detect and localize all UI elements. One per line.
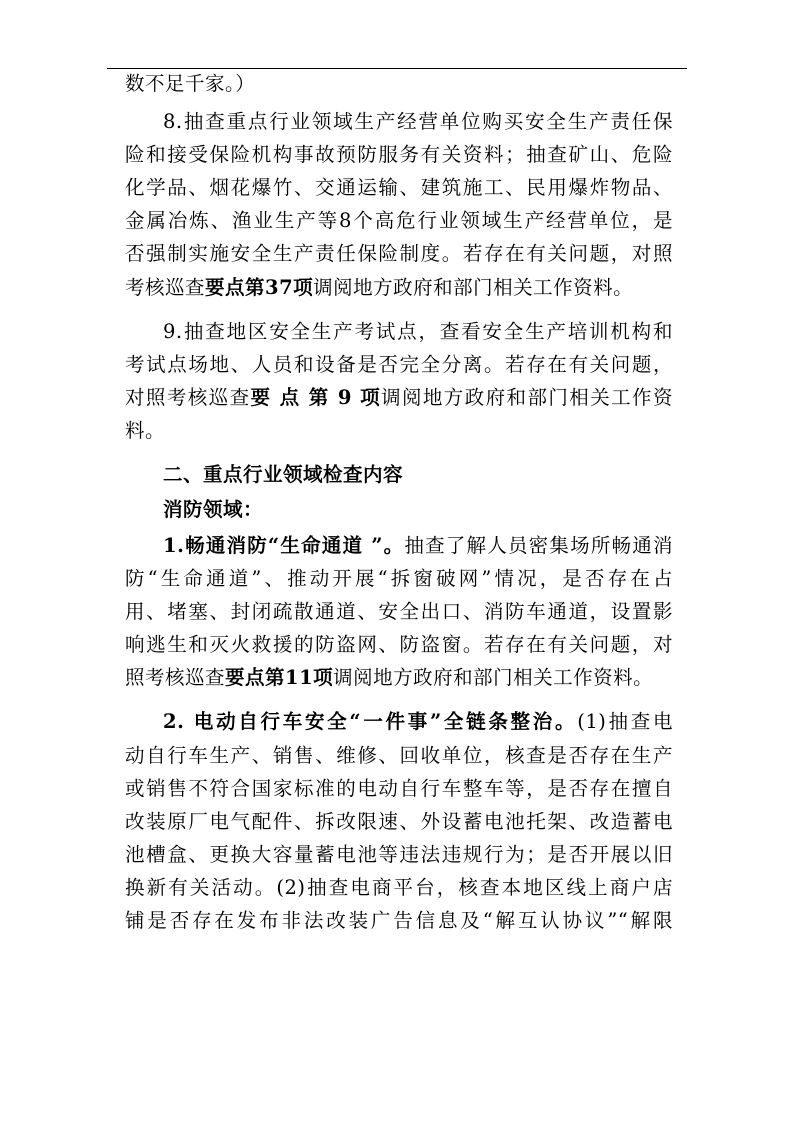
text-span: 调阅地方政府和部门相关工作资 [381, 386, 673, 409]
item-8-line: 金属冶炼、渔业生产等8个高危行业领域生产经营单位，是 [125, 209, 673, 232]
fire-item-1-line: 防“生命通道”、推动开展“拆窗破网”情况，是否存在占 [125, 567, 673, 590]
item-8-line [125, 272, 673, 304]
fire-item-1-line: 用、堵塞、封闭疏散通道、安全出口、消防车通道，设置影 [125, 600, 673, 623]
text-line: 数不足千家。） [125, 72, 256, 95]
fire-item-2-line [163, 706, 673, 738]
fire-item-2-line: 改装原厂电气配件、拆改限速、外设蓄电池托架、改造蓄电 [125, 810, 673, 833]
text-span: 抽查了解人员密集场所畅通消 [404, 534, 673, 557]
fire-item-2-line: 或销售不符合国家标准的电动自行车整车等，是否存在擅自 [125, 777, 673, 800]
item-title: 2. 电动自行车安全“一件事”全链条整治。 [163, 710, 578, 733]
fire-item-2-line: 铺是否存在发布非法改装广告信息及“解互认协议”“解限 [125, 909, 673, 932]
fire-item-2-line: 动自行车生产、销售、维修、回收单位，核查是否存在生产 [125, 744, 673, 767]
fire-item-1-line [125, 662, 673, 694]
item-8-line: 8.抽查重点行业领域生产经营单位购买安全生产责任保 [163, 110, 673, 133]
item-9-line: 料。 [125, 419, 166, 442]
fire-item-1-line [163, 530, 673, 562]
key-point-ref: 要点第37项 [205, 276, 314, 299]
item-9-line [125, 382, 673, 414]
text-span: 调阅地方政府和部门相关工作资料。 [333, 666, 654, 689]
key-point-ref: 要点第11项 [225, 666, 334, 689]
fire-item-2-line: 池槽盒、更换大容量蓄电池等违法违规行为；是否开展以旧 [125, 843, 673, 866]
text-span: (1)抽查电 [577, 710, 673, 733]
fire-item-2-line: 换新有关活动。(2)抽查电商平台，核查本地区线上商户店 [125, 876, 673, 899]
text-span: 考核巡查 [125, 276, 206, 299]
text-span: 调阅地方政府和部门相关工作资料。 [313, 276, 634, 299]
item-8-line: 否强制实施安全生产责任保险制度。若存在有关问题，对照 [125, 242, 673, 265]
section-heading: 二、重点行业领域检查内容 [163, 463, 404, 486]
key-point-ref: 要 点 第 9 项 [250, 386, 382, 409]
item-title: 1.畅通消防“生命通道 ”。 [163, 534, 405, 557]
fire-item-1-line: 响逃生和灭火救援的防盗网、防盗窗。若存在有关问题，对 [125, 633, 673, 656]
item-8-line: 险和接受保险机构事故预防服务有关资料；抽查矿山、危险 [125, 143, 673, 166]
subsection-heading: 消防领域： [163, 498, 264, 521]
item-9-line: 9.抽查地区安全生产考试点，查看安全生产培训机构和 [163, 320, 673, 343]
text-span: 对照考核巡查 [125, 386, 251, 409]
item-9-line: 考试点场地、人员和设备是否完全分离。若存在有关问题， [125, 353, 673, 376]
item-8-line: 化学品、烟花爆竹、交通运输、建筑施工、民用爆炸物品、 [125, 176, 673, 199]
text-span: 照考核巡查 [125, 666, 226, 689]
